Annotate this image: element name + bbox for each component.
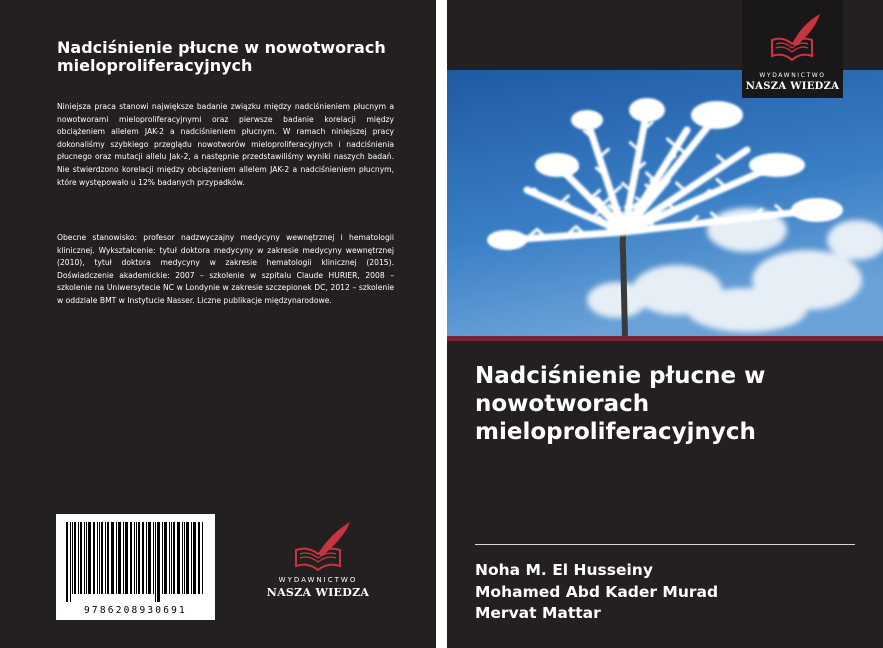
front-cover-title: Nadciśnienie płucne w nowotworach mieloproliferacyjnych bbox=[475, 363, 766, 445]
publisher-name: NASZA WIEDZA bbox=[745, 81, 840, 92]
barcode-bar bbox=[169, 522, 170, 594]
barcode-bar bbox=[101, 522, 103, 594]
barcode-bar bbox=[155, 522, 156, 602]
barcode-bar bbox=[184, 522, 185, 594]
barcode-bar bbox=[138, 522, 140, 594]
open-book-feather-icon bbox=[742, 0, 843, 70]
publisher-logo bbox=[258, 520, 378, 610]
barcode-bar bbox=[88, 522, 91, 594]
barcode-bar bbox=[78, 522, 79, 594]
frosted-plant-photo bbox=[447, 70, 883, 336]
barcode-bar bbox=[157, 522, 160, 602]
barcode-bar bbox=[148, 522, 151, 594]
barcode-bar bbox=[66, 522, 68, 602]
barcode-bar bbox=[118, 522, 121, 594]
barcode-bar bbox=[93, 522, 95, 594]
barcode-bar bbox=[193, 522, 196, 594]
barcode-bar bbox=[70, 522, 71, 602]
author-name: Noha M. El Husseiny bbox=[475, 561, 653, 579]
barcode-bar bbox=[125, 522, 128, 594]
barcode-bar bbox=[162, 522, 163, 594]
barcode-bar bbox=[111, 522, 114, 594]
barcode-bar bbox=[171, 522, 172, 594]
barcode-bar bbox=[86, 522, 87, 594]
barcode-bar bbox=[198, 522, 200, 594]
barcode-digits: 9786208930691 bbox=[84, 605, 187, 616]
barcode-bar bbox=[142, 522, 144, 594]
publisher-caption: WYDAWNICTWO bbox=[278, 576, 358, 584]
accent-bar bbox=[447, 336, 883, 341]
front-cover bbox=[447, 0, 883, 648]
back-cover-title: Nadciśnienie płucne w nowotworach mieloproliferacyjnych bbox=[57, 38, 386, 75]
barcode-bar bbox=[146, 522, 147, 594]
barcode-bar bbox=[107, 522, 109, 594]
barcode-bar bbox=[177, 522, 180, 594]
barcode-bar bbox=[173, 522, 175, 594]
book-description: Niniejsza praca stanowi największe badanie związku między nadciśnieniem płucnym a nowotworami mieloproliferacyjnymi oraz pierwsze badanie korelacji między obciążeniem allelem JAK-2 a nadciśnieniem płucnym. W ramach niniejszej pracy dokonaliśmy szybkiego przeglądu nowotworów mieloproliferacyjnych i nadciśnienia płucnego oraz mutacji allelu Jak-2, a następnie przedstawiliśmy wyniki naszych badań. Nie stwierdzono korelacji między obciążeniem allelem JAK-2 a nadciśnieniem płucnym, które występowało u 12% badanych przypadków. bbox=[57, 102, 394, 187]
barcode-bar bbox=[191, 522, 192, 594]
author-bio: Obecne stanowisko: profesor nadzwyczajny medycyny wewnętrznej i hematologii klinicznej. Wykształcenie: tytuł doktora medycyny w zakresie medycyny wewnętrznej (2010), tytuł doktora medycyny w zakresie hematologii klinicznej (2015). Doświadczenie akademickie: 2007 – szkolenie w szpitalu Claude HURIER, 2008 – szkolenie na Uniwersytecie NC w Londynie w zakresie szczepionek DC, 2012 – szkolenie w oddziale BMT w Instytucie Nasser. Liczne publikacje międzynarodowe. bbox=[57, 233, 394, 305]
barcode-bar bbox=[164, 522, 167, 594]
barcode-bar bbox=[116, 522, 117, 594]
barcode-bar bbox=[134, 522, 135, 594]
isbn-barcode bbox=[56, 514, 215, 620]
publisher-caption: WYDAWNICTWO bbox=[759, 72, 826, 79]
barcode-bar bbox=[74, 522, 76, 594]
barcode-bar bbox=[72, 522, 73, 594]
barcode-bars bbox=[64, 522, 207, 602]
barcode-bar bbox=[186, 522, 189, 594]
author-name: Mervat Mattar bbox=[475, 604, 601, 622]
publisher-name: NASZA WIEDZA bbox=[266, 586, 370, 599]
author-name: Mohamed Abd Kader Murad bbox=[475, 582, 719, 601]
barcode-bar bbox=[99, 522, 100, 594]
barcode-bar bbox=[130, 522, 132, 594]
barcode-bar bbox=[136, 522, 137, 594]
publisher-logo-badge bbox=[742, 0, 843, 98]
author-list bbox=[475, 560, 875, 625]
barcode-bar bbox=[84, 522, 85, 594]
barcode-bar bbox=[202, 522, 203, 594]
barcode-bar bbox=[153, 522, 154, 594]
back-cover bbox=[0, 0, 436, 648]
barcode-bar bbox=[97, 522, 98, 594]
barcode-bar bbox=[105, 522, 106, 594]
barcode-bar bbox=[80, 522, 82, 594]
open-book-feather-icon bbox=[258, 520, 378, 576]
divider bbox=[475, 544, 855, 545]
barcode-bar bbox=[123, 522, 124, 594]
barcode-bar bbox=[182, 522, 183, 594]
